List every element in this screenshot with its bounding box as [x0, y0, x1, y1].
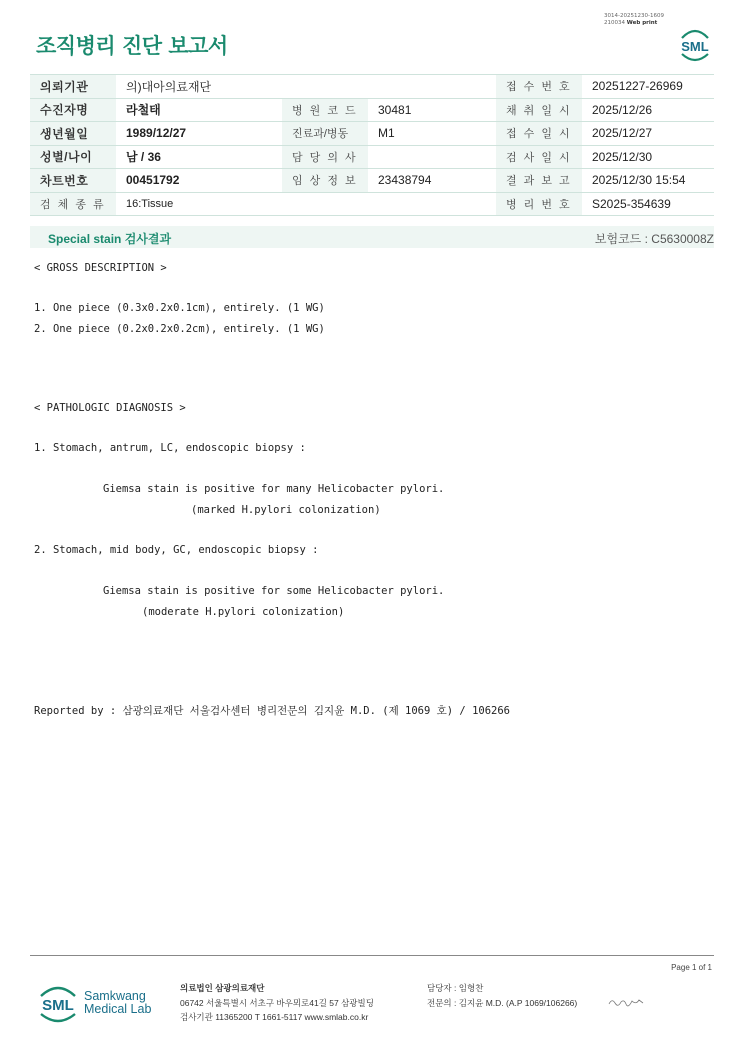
institution-value: 의)대아의료재단 — [116, 75, 496, 99]
brand-line-2: Medical Lab — [84, 1002, 152, 1016]
responsible-staff — [427, 981, 577, 1010]
insurance-code: 보험코드 : C5630008Z — [594, 232, 714, 246]
table-row — [30, 145, 714, 169]
clinical-label: 임 상 정 보 — [282, 169, 368, 193]
doctor-value — [368, 145, 496, 169]
gross-item-2: 2. One piece (0.2x0.2x0.2cm), entirely. (1 WG) — [34, 323, 325, 335]
gross-item-1: 1. One piece (0.3x0.2x0.1cm), entirely. (1 WG) — [34, 302, 325, 314]
hospital-code-label: 병 원 코 드 — [282, 98, 368, 122]
collect-date-label: 채 취 일 시 — [496, 98, 582, 122]
hospital-code-value: 30481 — [368, 98, 496, 122]
table-row — [30, 98, 714, 122]
organization-address — [180, 981, 374, 1025]
brand-name — [84, 990, 151, 1016]
specimen-value: 16:Tissue — [116, 192, 496, 216]
specimen-label: 검 체 종 류 — [30, 192, 116, 216]
specialist-name: 김지윤 M.D. (A.P 1069/106266) — [458, 997, 578, 1008]
diagnosis-1-result: Giemsa stain is positive for many Helicobacter pylori. — [103, 483, 445, 495]
clinical-value: 23438794 — [368, 169, 496, 193]
receipt-date-label: 접 수 일 시 — [496, 122, 582, 146]
webprint-code: 3014-20251230-1609 — [604, 13, 664, 19]
institution-label: 의뢰기관 — [30, 75, 116, 99]
birth-value: 1989/12/27 — [116, 122, 282, 146]
page-number: Page 1 of 1 — [671, 963, 712, 972]
address: 06742 서울특별시 서초구 바우뫼로41길 57 삼광빌딩 — [180, 997, 374, 1008]
diagnosis-2-note: (moderate H.pylori colonization) — [142, 606, 345, 618]
gross-heading: < GROSS DESCRIPTION > — [34, 262, 167, 274]
specialist-label: 전문의 : — [427, 997, 457, 1008]
manager-label: 담당자 : — [427, 983, 457, 993]
report-title: 조직병리 진단 보고서 — [36, 34, 228, 58]
org-name: 의료법인 삼광의료재단 — [180, 983, 265, 993]
signature-icon — [608, 996, 644, 1008]
patient-value: 라철태 — [116, 98, 282, 122]
receipt-no-label: 접 수 번 호 — [496, 75, 582, 99]
birth-label: 생년월일 — [30, 122, 116, 146]
diagnosis-1-note: (marked H.pylori colonization) — [191, 504, 381, 516]
dept-value: M1 — [368, 122, 496, 146]
brand-line-1: Samkwang — [84, 989, 146, 1003]
diagnosis-1-site: 1. Stomach, antrum, LC, endoscopic biopsy : — [34, 442, 306, 454]
diagnosis-heading: < PATHOLOGIC DIAGNOSIS > — [34, 402, 186, 414]
license-contact: 검사기관 11365200 T 1661-5117 www.smlab.co.kr — [180, 1012, 369, 1022]
chart-value: 00451792 — [116, 169, 282, 193]
webprint-label: Web print — [626, 20, 658, 26]
reported-by: Reported by : 삼광의료재단 서울검사센터 병리전문의 김지윤 M.D. (제 1069 호) / 106266 — [34, 705, 511, 717]
doctor-label: 담 당 의 사 — [282, 145, 368, 169]
logo-text: SML — [681, 39, 709, 54]
chart-label: 차트번호 — [30, 169, 116, 193]
sex-age-value: 남 / 36 — [116, 145, 282, 169]
pathology-no-label: 병 리 번 호 — [496, 192, 582, 216]
receipt-no-value: 20251227-26969 — [582, 75, 714, 99]
patient-label: 수진자명 — [30, 98, 116, 122]
receipt-date-value: 2025/12/27 — [582, 122, 714, 146]
patient-info-table — [30, 74, 714, 216]
footer-divider — [30, 955, 714, 956]
table-row — [30, 75, 714, 99]
manager-name: 임형찬 — [458, 983, 484, 993]
sml-logo-icon — [676, 26, 714, 62]
sex-age-label: 성별/나이 — [30, 145, 116, 169]
dept-label: 진료과/병동 — [282, 122, 368, 146]
table-row — [30, 122, 714, 146]
webprint-stamp — [604, 13, 664, 27]
webprint-id: 210034 — [604, 20, 625, 26]
report-label: 결 과 보 고 — [496, 169, 582, 193]
table-row — [30, 169, 714, 193]
stain-section-title: Special stain 검사결과 — [48, 232, 172, 246]
test-date-value: 2025/12/30 — [582, 145, 714, 169]
diagnosis-2-site: 2. Stomach, mid body, GC, endoscopic biopsy : — [34, 544, 319, 556]
samkwang-logo-icon — [36, 982, 80, 1024]
test-date-label: 검 사 일 시 — [496, 145, 582, 169]
pathology-no-value: S2025-354639 — [582, 192, 714, 216]
collect-date-value: 2025/12/26 — [582, 98, 714, 122]
report-value: 2025/12/30 15:54 — [582, 169, 714, 193]
table-row — [30, 192, 714, 216]
logo-text: SML — [42, 997, 74, 1014]
diagnosis-2-result: Giemsa stain is positive for some Helicobacter pylori. — [103, 585, 445, 597]
